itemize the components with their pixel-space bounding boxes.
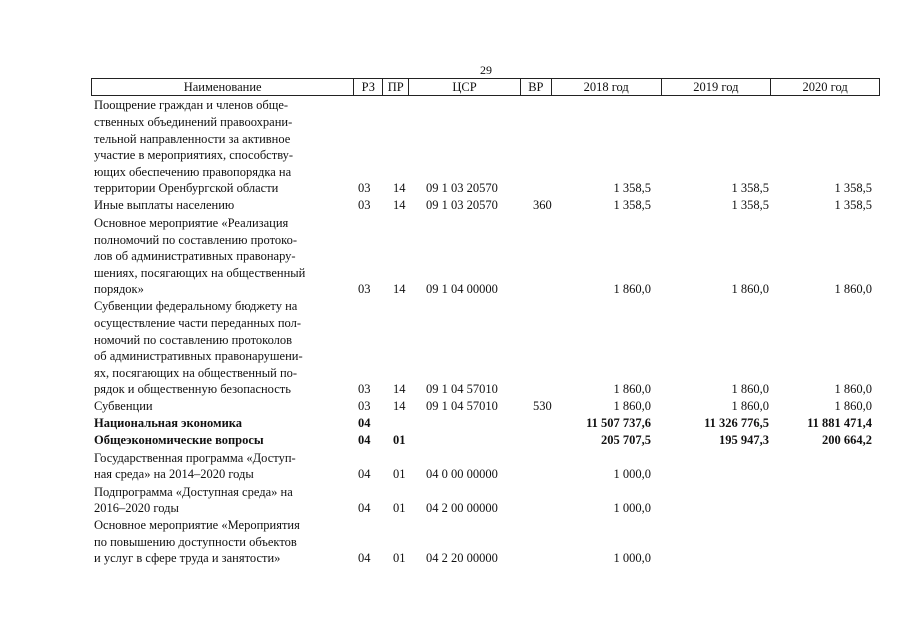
table-row [94, 517, 880, 567]
table-row [94, 298, 880, 398]
row-name: Поощрение граждан и членов обще- ственных объединений правоохрани- тельной направленности за активное участие в мероприятиях, способству- ющих обеспечению правопорядка на территории Оренбургской области [94, 98, 294, 196]
row-2020: 1 860,0 [834, 282, 872, 297]
row-pr: 01 [393, 501, 406, 516]
row-2019: 1 860,0 [731, 382, 769, 397]
row-pr: 01 [393, 467, 406, 482]
row-2019: 1 358,5 [731, 198, 769, 213]
row-pr: 14 [393, 382, 406, 397]
header-csr: ЦСР [409, 79, 521, 95]
row-csr: 09 1 03 20570 [426, 181, 498, 196]
row-2018: 1 860,0 [613, 382, 651, 397]
table-row [94, 415, 880, 432]
row-pr: 14 [393, 399, 406, 414]
row-2018: 1 000,0 [613, 501, 651, 516]
header-pr: ПР [383, 79, 409, 95]
table-row [94, 398, 880, 415]
row-csr: 09 1 04 57010 [426, 399, 498, 414]
row-pr: 14 [393, 198, 406, 213]
header-2018: 2018 год [552, 79, 662, 95]
row-2020: 1 860,0 [834, 382, 872, 397]
row-name: Иные выплаты населению [94, 198, 235, 213]
row-csr: 09 1 04 00000 [426, 282, 498, 297]
row-2019: 1 860,0 [731, 399, 769, 414]
row-rz: 03 [358, 382, 371, 397]
row-name: Национальная экономика [94, 416, 243, 431]
row-2019: 1 358,5 [731, 181, 769, 196]
row-name: Субвенции федеральному бюджету на осуществление части переданных пол- номочий по составлению протоколов об административных правонарушени- ях, посягающих на общественный по- рядок и общественную безопасность [94, 299, 303, 397]
row-2020: 200 664,2 [822, 433, 872, 448]
row-rz: 03 [358, 181, 371, 196]
row-rz: 03 [358, 282, 371, 297]
row-2020: 1 860,0 [834, 399, 872, 414]
table-row [94, 432, 880, 449]
row-rz: 04 [358, 416, 371, 431]
row-2018: 1 358,5 [613, 198, 651, 213]
row-csr: 04 0 00 00000 [426, 467, 498, 482]
row-name: Государственная программа «Доступ- ная среда» на 2014–2020 годы [94, 450, 296, 482]
row-2020: 1 358,5 [834, 181, 872, 196]
header-vr: ВР [521, 79, 552, 95]
header-rz: РЗ [354, 79, 383, 95]
row-2020: 1 358,5 [834, 198, 872, 213]
row-2018: 1 358,5 [613, 181, 651, 196]
row-vr: 530 [533, 399, 552, 414]
header-2020: 2020 год [802, 80, 848, 94]
row-csr: 04 2 20 00000 [426, 551, 498, 566]
row-2018: 205 707,5 [601, 433, 651, 448]
row-2018: 1 000,0 [613, 467, 651, 482]
table-row [94, 97, 880, 197]
table-header [91, 78, 880, 96]
row-csr: 09 1 04 57010 [426, 382, 498, 397]
row-2019: 1 860,0 [731, 282, 769, 297]
row-name: Основное мероприятие «Мероприятия по повышению доступности объектов и услуг в сфере труда и занятости» [94, 518, 300, 566]
header-name: Наименование [92, 79, 354, 95]
table-row [94, 214, 880, 298]
row-rz: 04 [358, 551, 371, 566]
row-pr: 01 [393, 433, 406, 448]
row-name: Субвенции [94, 399, 153, 414]
table-row [94, 197, 880, 214]
header-2019: 2019 год [662, 79, 772, 95]
row-csr: 09 1 03 20570 [426, 198, 498, 213]
row-2018: 1 860,0 [613, 282, 651, 297]
row-2019: 11 326 776,5 [704, 416, 769, 431]
row-2018: 11 507 737,6 [586, 416, 651, 431]
row-2020: 11 881 471,4 [807, 416, 872, 431]
row-rz: 03 [358, 198, 371, 213]
row-rz: 04 [358, 501, 371, 516]
row-csr: 04 2 00 00000 [426, 501, 498, 516]
row-pr: 01 [393, 551, 406, 566]
row-2018: 1 860,0 [613, 399, 651, 414]
row-pr: 14 [393, 282, 406, 297]
row-rz: 03 [358, 399, 371, 414]
row-pr: 14 [393, 181, 406, 196]
table-row [94, 449, 880, 483]
row-vr: 360 [533, 198, 552, 213]
row-name: Общеэкономические вопросы [94, 433, 264, 448]
row-2018: 1 000,0 [613, 551, 651, 566]
page-number: 29 [480, 63, 492, 77]
row-rz: 04 [358, 467, 371, 482]
table-row [94, 483, 880, 517]
row-name: Подпрограмма «Доступная среда» на 2016–2020 годы [94, 484, 293, 516]
row-2019: 195 947,3 [719, 433, 769, 448]
row-name: Основное мероприятие «Реализация полномочий по составлению протоко- лов об административных правонару- шениях, посягающих на общественный порядок» [94, 216, 306, 297]
row-rz: 04 [358, 433, 371, 448]
